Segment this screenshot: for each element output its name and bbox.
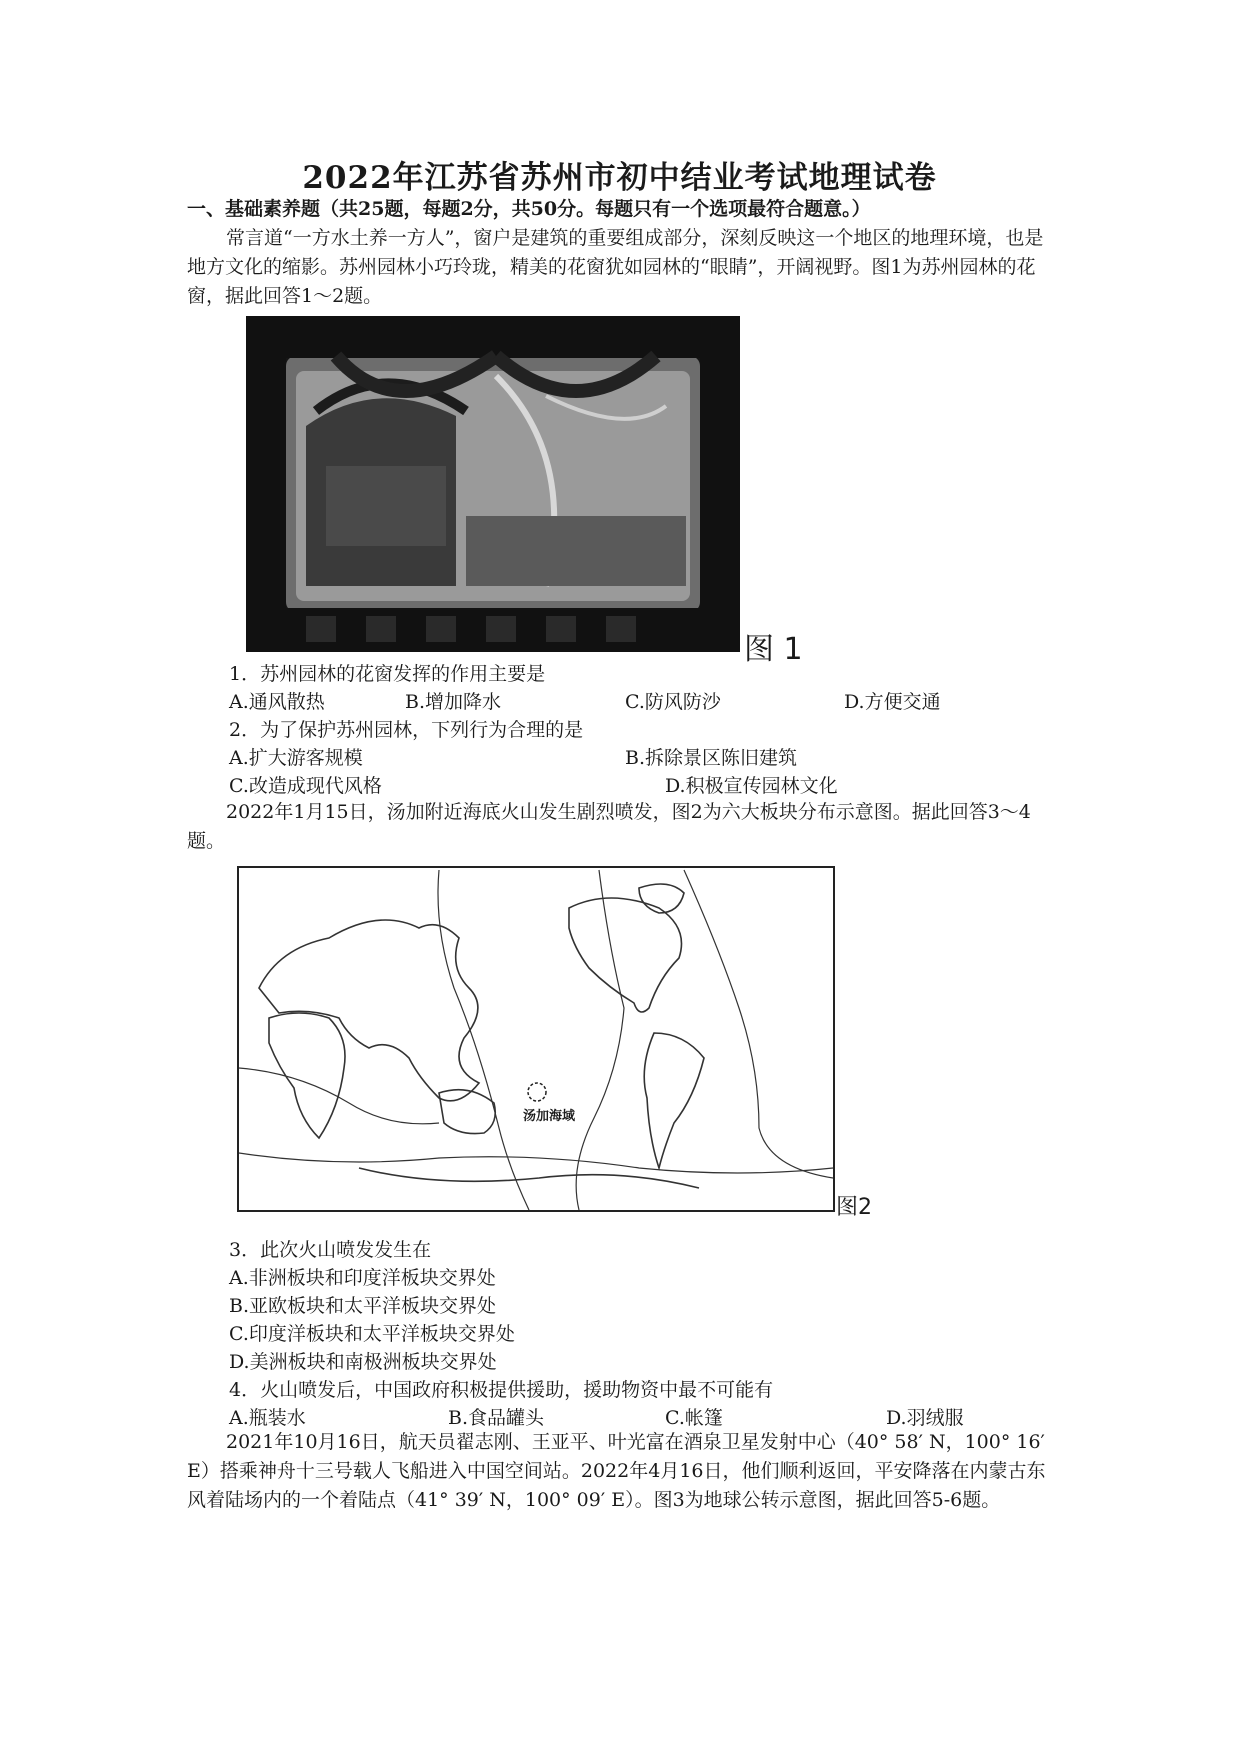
exam-title: 2022年江苏省苏州市初中结业考试地理试卷	[302, 160, 937, 196]
question-3-stem: 3．此次火山喷发发生在	[229, 1239, 432, 1261]
intro-paragraph-1: 常言道“一方水土养一方人”，窗户是建筑的重要组成部分，深刻反映这一个地区的地理环境，也是地方文化的缩影。苏州园林小巧玲珑，精美的花窗犹如园林的“眼睛”，开阔视野。图1为苏州园林的花窗，据此回答1～2题。	[187, 227, 1044, 307]
question-2-stem: 2．为了保护苏州园林，下列行为合理的是	[229, 719, 584, 741]
tonga-marker	[528, 1083, 546, 1101]
figure-1-caption: 图 1	[744, 632, 803, 667]
question-4-option-d: D.羽绒服	[886, 1407, 964, 1429]
question-3-option-b: B.亚欧板块和太平洋板块交界处	[229, 1295, 497, 1317]
question-4-stem: 4．火山喷发后，中国政府积极提供援助，援助物资中最不可能有	[229, 1379, 774, 1401]
question-2-option-d: D.积极宣传园林文化	[665, 775, 838, 797]
question-1-option-b: B.增加降水	[405, 691, 502, 713]
question-4-option-b: B.食品罐头	[448, 1407, 545, 1429]
tonga-label: 汤加海域	[523, 1109, 576, 1124]
question-2-option-c: C.改造成现代风格	[229, 775, 382, 797]
question-3-option-a: A.非洲板块和印度洋板块交界处	[229, 1267, 496, 1289]
question-4-option-c: C.帐篷	[665, 1407, 723, 1429]
garden-window-illustration	[246, 316, 740, 652]
world-plates-map	[239, 868, 833, 1210]
intro-paragraph-2: 2022年1月15日，汤加附近海底火山发生剧烈喷发，图2为六大板块分布示意图。据此回答3～4题。	[187, 801, 1031, 852]
question-1-option-a: A.通风散热	[229, 691, 325, 713]
section-heading: 一、基础素养题（共25题，每题2分，共50分。每题只有一个选项最符合题意。）	[187, 198, 871, 220]
question-1-option-c: C.防风防沙	[625, 691, 721, 713]
intro-paragraph-3: 2021年10月16日，航天员翟志刚、王亚平、叶光富在酒泉卫星发射中心（40° 58′ N，100° 16′ E）搭乘神舟十三号载人飞船进入中国空间站。2022年4月16日，他们顺利返回，平安降落在内蒙古东风着陆场内的一个着陆点（41° 39′ N，100° 09′ E）。图3为地球公转示意图，据此回答5-6题。	[187, 1431, 1046, 1511]
question-3-option-c: C.印度洋板块和太平洋板块交界处	[229, 1323, 515, 1345]
question-3-option-d: D.美洲板块和南极洲板块交界处	[229, 1351, 497, 1373]
garden-window-photo	[246, 316, 740, 652]
question-4-option-a: A.瓶装水	[229, 1407, 306, 1429]
question-1-option-d: D.方便交通	[844, 691, 941, 713]
plate-map-figure	[237, 866, 835, 1212]
question-1-stem: 1．苏州园林的花窗发挥的作用主要是	[229, 663, 546, 685]
question-2-option-a: A.扩大游客规模	[229, 747, 363, 769]
question-2-option-b: B.拆除景区陈旧建筑	[625, 747, 798, 769]
figure-2-caption: 图2	[836, 1195, 872, 1220]
